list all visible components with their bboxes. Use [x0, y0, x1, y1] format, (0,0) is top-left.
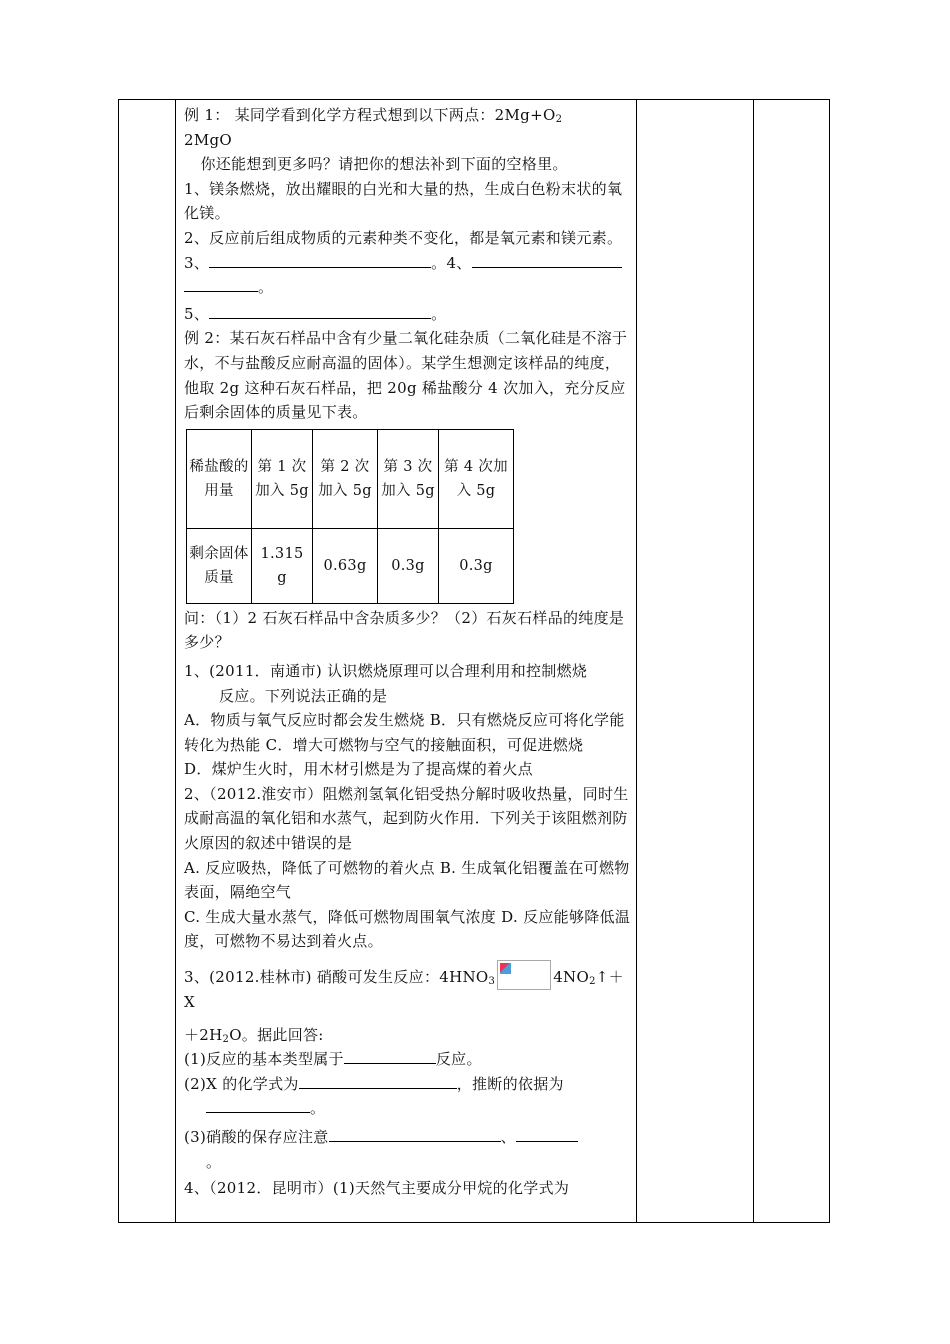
example1-line1: 例 1： 某同学看到化学方程式想到以下两点：$2Mg+O_2$: [184, 106, 563, 125]
table-cell: 1.315 g: [252, 528, 313, 603]
table-cell: 0.3g: [378, 528, 439, 603]
q1-option-d: D．煤炉生火时，用木材引燃是为了提高煤的着火点: [184, 760, 533, 779]
table-cell: 剩余固体质量: [187, 528, 252, 603]
q2-options-cd: C. 生成大量水蒸气，降低可燃物周围氧气浓度 D. 反应能够降低温度，可燃物不易达到着火点。: [184, 907, 631, 951]
q3-stem: 3、(2012.桂林市) 硝酸可发生反应：$4HNO_3$ $4NO_2↑+X$: [184, 960, 634, 1015]
q1-stem: 1、(2011．南通市) 认识燃烧原理可以合理利用和控制燃烧: [184, 661, 588, 680]
equation-image-icon: [497, 960, 551, 990]
q2-options-ab: A. 反应吸热，降低了可燃物的着火点 B. 生成氧化铝覆盖在可燃物表面，隔绝空气: [184, 858, 630, 902]
example1-item5: 5、 。: [184, 304, 447, 323]
column-divider-2: [636, 100, 637, 1222]
example1-line2: 2MgO: [184, 130, 233, 149]
table-cell: 第 3 次加入 5g: [378, 429, 439, 528]
q3-stem-line2: $+2H_2O$。据此回答:: [184, 1025, 324, 1045]
column-divider-3: [753, 100, 754, 1222]
example1-item2: 2、反应前后组成物质的元素种类不变化，都是氧元素和镁元素。: [184, 228, 623, 247]
q3-part1: (1)反应的基本类型属于 反应。: [184, 1050, 482, 1069]
example2-question: 问：（1）2 石灰石样品中含杂质多少？（2）石灰石样品的纯度是多少？: [184, 608, 625, 652]
table-cell: 第 1 次加入 5g: [252, 429, 313, 528]
table-cell: 0.3g: [439, 528, 514, 603]
data-table: [186, 429, 514, 604]
example1-item3: 3、 。4、 。: [184, 251, 634, 300]
q1-options: A．物质与氧气反应时都会发生燃烧 B．只有燃烧反应可将化学能转化为热能 C．增大可燃物与空气的接触面积，可促进燃烧: [184, 711, 625, 754]
example1-item1: 1、镁条燃烧，放出耀眼的白光和大量的热，生成白色粉末状的氧化镁。: [184, 179, 623, 223]
table-cell: 第 4 次加入 5g: [439, 429, 514, 528]
q1-stem-cont: 反应。下列说法正确的是: [219, 686, 388, 705]
column-divider-1: [175, 100, 176, 1222]
q4-stem: 4、（2012．昆明市）(1)天然气主要成分甲烷的化学式为: [184, 1179, 570, 1198]
q3-part3: (3)硝酸的保存应注意 、 。: [184, 1125, 634, 1174]
table-cell: 0.63g: [313, 528, 378, 603]
example2-text: 例 2：某石灰石样品中含有少量二氧化硅杂质（二氧化硅是不溶于水，不与盐酸反应耐高温的固体）。某学生想测定该样品的纯度，他取 2g 这种石灰石样品，把 20g 稀盐酸分 4 次加入，充分反应后剩余固体的质量见下表。: [184, 329, 628, 422]
table-row: [187, 528, 514, 603]
table-cell: 第 2 次加入 5g: [313, 429, 378, 528]
example1-prompt: 你还能想到更多吗？请把你的想法补到下面的空格里。: [200, 155, 568, 174]
q3-part2: (2)X 的化学式为 ，推断的依据为 。: [184, 1074, 564, 1118]
q2-stem: 2、（2012.淮安市）阻燃剂氢氧化铝受热分解时吸收热量，同时生成耐高温的氧化铝和水蒸气，起到防火作用．下列关于该阻燃剂防火原因的叙述中错误的是: [184, 784, 629, 853]
main-content: [184, 103, 634, 1201]
table-cell: 稀盐酸的用量: [187, 429, 252, 528]
table-row: [187, 429, 514, 528]
